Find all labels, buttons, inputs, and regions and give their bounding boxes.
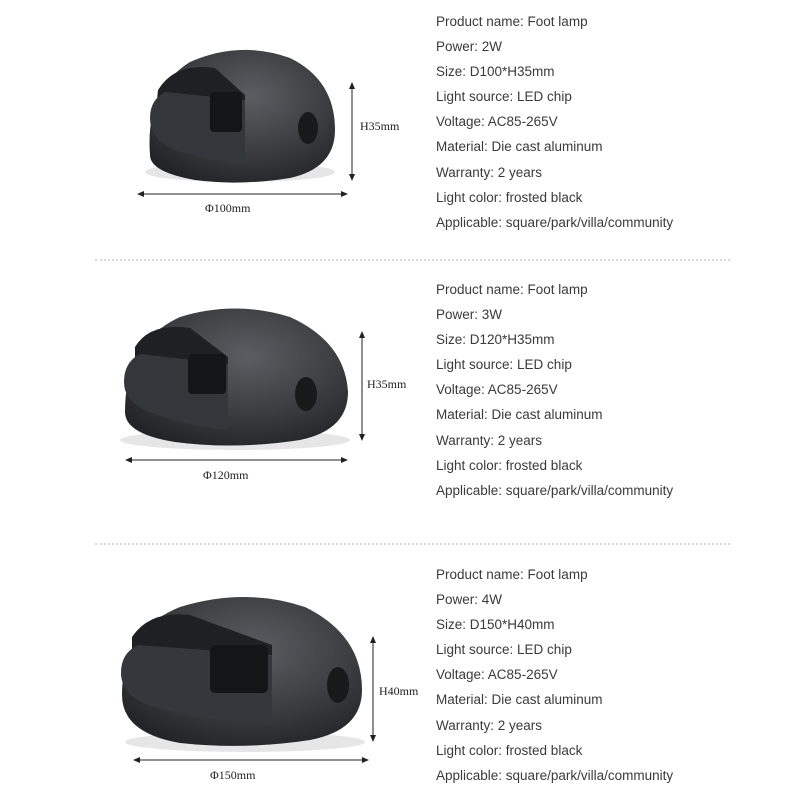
spec-applicable: Applicable: square/park/villa/community (436, 767, 674, 783)
diameter-dimension-label: Φ100mm (205, 201, 251, 215)
diameter-dimension-label: Φ150mm (210, 768, 256, 782)
spec-material: Material: Die cast aluminum (436, 139, 603, 155)
spec-warranty: Warranty: 2 years (436, 717, 543, 733)
spec-light-color: Light color: frosted black (436, 189, 583, 205)
spec-list (436, 277, 673, 503)
spec-product-name: Product name: Foot lamp (436, 282, 588, 297)
spec-warranty: Warranty: 2 years (436, 432, 543, 448)
spec-power: Power: 2W (436, 39, 503, 55)
diameter-dimension-label: Φ120mm (203, 468, 249, 482)
spec-power: Power: 4W (436, 592, 503, 608)
spec-voltage: Voltage: AC85-265V (436, 114, 558, 130)
product-section-1 (0, 0, 800, 260)
spec-power: Power: 3W (436, 307, 503, 323)
spec-warranty: Warranty: 2 years (436, 164, 543, 180)
spec-voltage: Voltage: AC85-265V (436, 667, 558, 683)
spec-voltage: Voltage: AC85-265V (436, 382, 558, 398)
spec-product-name: Product name: Foot lamp (436, 567, 588, 582)
spec-size: Size: D120*H35mm (436, 332, 555, 348)
spec-material: Material: Die cast aluminum (436, 407, 603, 423)
spec-list (436, 562, 673, 788)
spec-light-color: Light color: frosted black (436, 457, 583, 473)
section-divider (95, 259, 730, 261)
spec-list (436, 9, 673, 235)
spec-light-source: Light source: LED chip (436, 89, 572, 105)
spec-applicable: Applicable: square/park/villa/community (436, 482, 674, 498)
height-dimension-label: H35mm (367, 377, 407, 391)
product-section-2 (0, 262, 800, 542)
spec-light-source: Light source: LED chip (436, 357, 572, 373)
spec-size: Size: D150*H40mm (436, 617, 555, 633)
foot-lamp-image (0, 0, 420, 260)
spec-material: Material: Die cast aluminum (436, 692, 603, 708)
spec-light-source: Light source: LED chip (436, 642, 572, 658)
product-section-3 (0, 545, 800, 800)
spec-product-name: Product name: Foot lamp (436, 14, 588, 29)
height-dimension-label: H40mm (379, 684, 419, 698)
spec-light-color: Light color: frosted black (436, 742, 583, 758)
height-dimension-label: H35mm (360, 119, 400, 133)
spec-size: Size: D100*H35mm (436, 64, 555, 80)
foot-lamp-image (0, 545, 420, 800)
spec-applicable: Applicable: square/park/villa/community (436, 214, 674, 230)
foot-lamp-image (0, 262, 420, 542)
